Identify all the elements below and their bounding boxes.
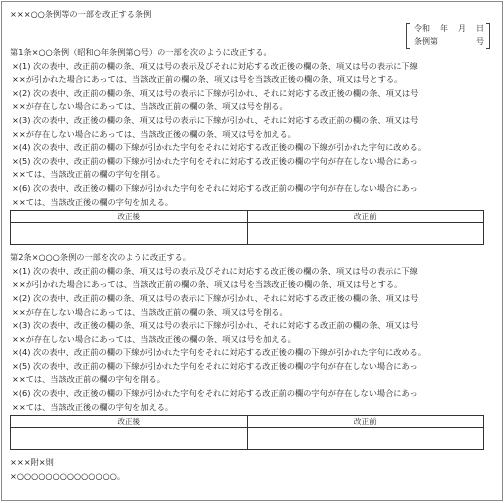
- article1-line: ××が存在しない場合にあっては、当該改正後の欄の条、項又は号を加える。: [12, 128, 296, 139]
- article1-line: ×(6) 次の表中、改正後の欄の下線が引かれた字句をそれに対応する改正前の欄の字句が存在しない場合にあっ: [12, 182, 418, 193]
- date-number-box: [406, 22, 490, 50]
- day-label: 日: [476, 24, 484, 33]
- cell-after: [11, 428, 248, 450]
- ordinance-number-label: 条例第: [414, 37, 438, 46]
- article2-line: ×(6) 次の表中、改正後の欄の下線が引かれた字句をそれに対応する改正前の欄の字句が存在しない場合にあっ: [12, 388, 418, 399]
- article2-line: ××が存在しない場合にあっては、当該改正前の欄の条、項又は号を削る。: [12, 306, 288, 317]
- article2-comparison-table: [10, 415, 484, 450]
- ordinance-number-line: [406, 35, 490, 48]
- article1-line: ××ては、当該改正後の欄の字句を加える。: [12, 196, 174, 207]
- supplementary-text: ×○○○○○○○○○○○○○○。: [10, 470, 126, 481]
- month-label: 月: [458, 24, 466, 33]
- article1-line: ×(3) 次の表中、改正後の欄の条、項又は号の表示に下線が引かれ、それに対応する改正前の欄の条、項又は号: [12, 114, 419, 125]
- article1-comparison-table: [10, 210, 484, 245]
- left-bracket: [406, 23, 410, 49]
- cell-before: [247, 223, 484, 245]
- column-header-before: 改正前: [247, 211, 484, 223]
- article1-line: ××が存在しない場合にあっては、当該改正前の欄の条、項又は号を削る。: [12, 101, 288, 112]
- article2-line: ×(2) 次の表中、改正前の欄の条、項又は号の表示に下線が引かれ、それに対応する改正後の欄の条、項又は号: [12, 292, 419, 303]
- supplementary-heading: ×××附×則: [10, 457, 54, 468]
- column-header-before: 改正前: [247, 416, 484, 428]
- article2-line: ××ては、当該改正前の欄の字句を削る。: [12, 374, 165, 385]
- article1-line: ×(1) 次の表中、改正前の欄の条、項又は号の表示及びそれに対応する改正後の欄の条、項又は号の表示に下線: [12, 60, 418, 71]
- article2-line: ×(1) 次の表中、改正前の欄の条、項又は号の表示及びそれに対応する改正後の欄の条、項又は号の表示に下線: [12, 265, 418, 276]
- article2-line: ××が存在しない場合にあっては、当該改正後の欄の条、項又は号を加える。: [12, 333, 296, 344]
- article2-heading: 第2条×○○○条例の一部を次のように改正する。: [10, 252, 191, 263]
- article2-line: ×(4) 次の表中、改正前の欄の下線が引かれた字句をそれに対応する改正後の欄の下線が引かれた字句に改める。: [12, 347, 427, 358]
- article2-line: ×(3) 次の表中、改正後の欄の条、項又は号の表示に下線が引かれ、それに対応する改正前の欄の条、項又は号: [12, 320, 419, 331]
- article2-line: ××ては、当該改正後の欄の字句を加える。: [12, 401, 174, 412]
- number-suffix-label: 号: [476, 37, 484, 46]
- right-bracket: [486, 23, 490, 49]
- ordinance-document: [1, 1, 503, 501]
- article1-line: ×(5) 次の表中、改正前の欄の下線が引かれた字句をそれに対応する改正後の欄の字句が存在しない場合にあっ: [12, 155, 418, 166]
- article1-line: ×(4) 次の表中、改正前の欄の下線が引かれた字句をそれに対応する改正後の欄の下線が引かれた字句に改める。: [12, 142, 427, 153]
- document-title: ×××○○条例等の一部を改正する条例: [10, 9, 152, 19]
- article1-heading: 第1条×○○条例（昭和○年条例第○号）の一部を次のように改正する。: [10, 47, 272, 57]
- column-header-after: 改正後: [11, 416, 248, 428]
- article1-line: ××ては、当該改正前の欄の字句を削る。: [12, 169, 165, 180]
- cell-after: [11, 223, 248, 245]
- cell-before: [247, 428, 484, 450]
- column-header-after: 改正後: [11, 211, 248, 223]
- date-line: [406, 22, 490, 35]
- era-label: 令和: [414, 24, 430, 33]
- article2-line: ××が引かれた場合にあっては、当該改正前の欄の条、項又は号を当該改正後の欄の条、項又は号とする。: [12, 279, 403, 290]
- article1-line: ××が引かれた場合にあっては、当該改正前の欄の条、項又は号を当該改正後の欄の条、項又は号とする。: [12, 74, 403, 85]
- year-label: 年: [440, 24, 448, 33]
- article2-line: ×(5) 次の表中、改正前の欄の下線が引かれた字句をそれに対応する改正後の欄の字句が存在しない場合にあっ: [12, 360, 418, 371]
- article1-line: ×(2) 次の表中、改正前の欄の条、項又は号の表示に下線が引かれ、それに対応する改正後の欄の条、項又は号: [12, 87, 419, 98]
